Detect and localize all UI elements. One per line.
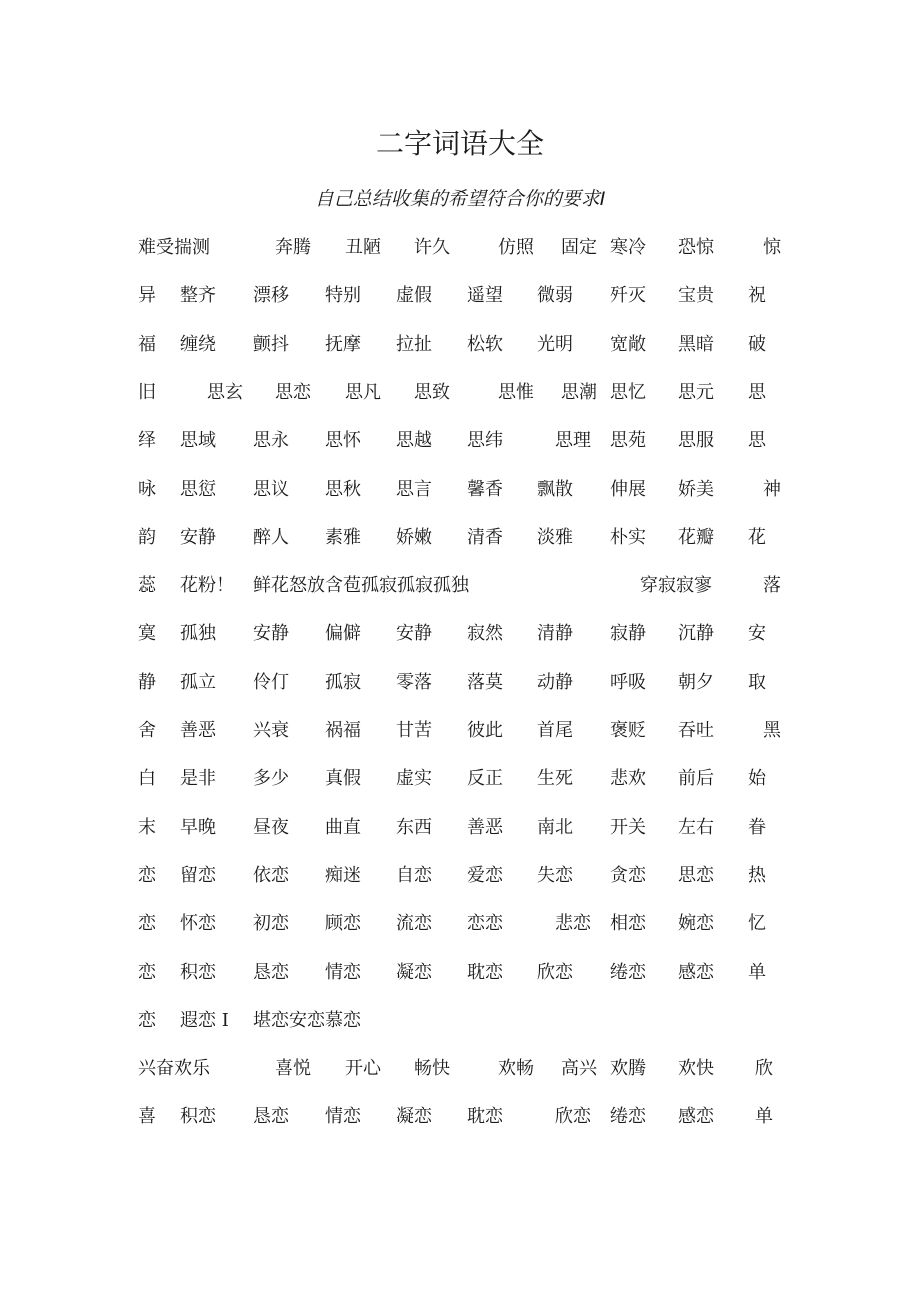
word-item: 馨香 [467,479,503,500]
word-item: 娇美 [678,479,714,500]
word-item: 思愆 [180,479,216,500]
word-item: 单 [755,1106,773,1127]
word-item: 宽敞 [610,334,646,355]
document-subtitle: 自己总结收集的希望符合你的要求I [314,188,606,210]
word-line [0,233,920,263]
word-item: 相恋 [610,913,646,934]
word-item: 思元 [678,382,714,403]
word-line [0,378,920,408]
word-item: 花 [748,527,766,548]
word-item: 整齐 [180,285,216,306]
word-item: 高兴 [561,1058,597,1079]
word-item: 寂静 [610,623,646,644]
word-item: 思 [748,430,766,451]
word-item: 仿照 [498,237,534,258]
word-item: 多少 [253,768,289,789]
word-item: 畅快 [414,1058,450,1079]
word-item: 绻恋 [610,962,646,983]
word-item: 思 [748,382,766,403]
word-item: 漂移 [253,285,289,306]
word-item: 喜 [138,1106,156,1127]
word-item: 耽恋 [467,1106,503,1127]
word-item: 鲜花怒放含苞孤寂孤寂孤独 [253,575,469,596]
word-item: 褒贬 [610,720,646,741]
word-item: 抚摩 [325,334,361,355]
word-item: 思理 [555,430,591,451]
word-item: 思服 [678,430,714,451]
word-item: 松软 [467,334,503,355]
word-item: 始 [748,768,766,789]
word-item: 反正 [467,768,503,789]
word-item: 欢快 [678,1058,714,1079]
word-item: 思恋 [678,865,714,886]
word-item: 南北 [537,817,573,838]
word-item: 思惟 [498,382,534,403]
word-item: 拉扯 [396,334,432,355]
word-item: 沉静 [678,623,714,644]
word-item: 难受揣测 [138,237,210,258]
word-line [0,764,920,794]
word-item: 思永 [253,430,289,451]
word-item: 福 [138,334,156,355]
word-item: 流恋 [396,913,432,934]
word-item: 思议 [253,479,289,500]
word-item: 思纬 [467,430,503,451]
document-title: 二字词语大全 [375,127,544,160]
word-item: 伶仃 [253,672,289,693]
word-item: 韵 [138,527,156,548]
word-item: 遥望 [467,285,503,306]
word-item: 朴实 [610,527,646,548]
word-item: 忆 [748,913,766,934]
word-item: 神 [763,479,781,500]
word-item: 孤立 [180,672,216,693]
word-item: 绎 [138,430,156,451]
word-item: 欣恋 [537,962,573,983]
word-item: 宝贵 [678,285,714,306]
word-item: 遐恋 I [180,1010,229,1031]
word-item: 零落 [396,672,432,693]
word-item: 缠绕 [180,334,216,355]
word-item: 悲欢 [610,768,646,789]
word-item: 颤抖 [253,334,289,355]
word-item: 善恶 [467,817,503,838]
word-item: 怀恋 [180,913,216,934]
word-item: 痴迷 [325,865,361,886]
word-item: 寂然 [467,623,503,644]
word-line [0,909,920,939]
word-item: 思致 [414,382,450,403]
word-item: 恳恋 [253,1106,289,1127]
word-item: 寒冷 [610,237,646,258]
word-line [0,475,920,505]
word-line [0,861,920,891]
word-item: 黑 [763,720,781,741]
word-line [0,426,920,456]
word-item: 异 [138,285,156,306]
word-item: 丑陋 [345,237,381,258]
word-item: 思玄 [207,382,243,403]
word-item: 固定 [561,237,597,258]
word-item: 凝恋 [396,1106,432,1127]
word-item: 热 [748,865,766,886]
word-item: 虚实 [396,768,432,789]
word-item: 思秋 [325,479,361,500]
word-item: 兴衰 [253,720,289,741]
word-item: 蕊 [138,575,156,596]
word-line [0,813,920,843]
word-item: 花粉！ [180,575,234,596]
word-line [0,281,920,311]
word-item: 黑暗 [678,334,714,355]
word-line [0,668,920,698]
word-item: 欢畅 [498,1058,534,1079]
word-item: 初恋 [253,913,289,934]
word-item: 吞吐 [678,720,714,741]
word-item: 喜悦 [275,1058,311,1079]
word-item: 恳恋 [253,962,289,983]
word-item: 思言 [396,479,432,500]
word-item: 旧 [138,382,156,403]
word-item: 曲直 [325,817,361,838]
word-item: 奔腾 [275,237,311,258]
word-item: 破 [748,334,766,355]
word-item: 静 [138,672,156,693]
word-item: 贪恋 [610,865,646,886]
word-item: 感恋 [678,1106,714,1127]
word-item: 花瓣 [678,527,714,548]
word-item: 感恋 [678,962,714,983]
word-item: 安静 [180,527,216,548]
word-item: 素雅 [325,527,361,548]
word-item: 惊 [763,237,781,258]
word-item: 孤寂 [325,672,361,693]
word-item: 祸福 [325,720,361,741]
word-item: 孤独 [180,623,216,644]
word-item: 安静 [253,623,289,644]
word-item: 思凡 [345,382,381,403]
word-item: 情恋 [325,962,361,983]
word-item: 醉人 [253,527,289,548]
word-item: 兴奋欢乐 [138,1058,210,1079]
word-item: 虚假 [396,285,432,306]
word-item: 欣 [755,1058,773,1079]
word-item: 思域 [180,430,216,451]
word-line [0,1102,920,1132]
word-item: 安 [748,623,766,644]
word-item: 悲恋 [555,913,591,934]
word-item: 落莫 [467,672,503,693]
word-item: 思怀 [325,430,361,451]
word-item: 开心 [345,1058,381,1079]
word-item: 开关 [610,817,646,838]
word-item: 彼此 [467,720,503,741]
word-item: 清香 [467,527,503,548]
word-item: 许久 [414,237,450,258]
word-item: 朝夕 [678,672,714,693]
word-line [0,619,920,649]
word-line [0,1006,920,1036]
word-item: 早晚 [180,817,216,838]
word-item: 昼夜 [253,817,289,838]
word-item: 欢腾 [610,1058,646,1079]
word-item: 单 [748,962,766,983]
word-item: 堪恋安恋慕恋 [253,1010,361,1031]
word-item: 呼吸 [610,672,646,693]
word-item: 清静 [537,623,573,644]
word-item: 甘苦 [396,720,432,741]
word-line [0,571,920,601]
word-item: 取 [748,672,766,693]
word-item: 穿寂寂寥 [640,575,712,596]
word-item: 祝 [748,285,766,306]
word-item: 伸展 [610,479,646,500]
word-item: 自恋 [396,865,432,886]
word-item: 留恋 [180,865,216,886]
word-item: 光明 [537,334,573,355]
word-item: 恋 [138,962,156,983]
word-line [0,523,920,553]
word-item: 舍 [138,720,156,741]
word-item: 落 [763,575,781,596]
word-item: 歼灭 [610,285,646,306]
word-item: 情恋 [325,1106,361,1127]
word-line [0,716,920,746]
word-item: 咏 [138,479,156,500]
word-item: 娇嫩 [396,527,432,548]
word-item: 前后 [678,768,714,789]
word-item: 恐惊 [678,237,714,258]
word-item: 依恋 [253,865,289,886]
word-item: 欣恋 [555,1106,591,1127]
word-item: 思越 [396,430,432,451]
word-item: 飘散 [537,479,573,500]
word-item: 恋 [138,1010,156,1031]
word-line [0,1054,920,1084]
word-item: 东西 [396,817,432,838]
word-item: 首尾 [537,720,573,741]
word-item: 绻恋 [610,1106,646,1127]
word-item: 安静 [396,623,432,644]
word-item: 动静 [537,672,573,693]
word-item: 积恋 [180,1106,216,1127]
word-item: 爱恋 [467,865,503,886]
word-item: 凝恋 [396,962,432,983]
word-item: 偏僻 [325,623,361,644]
word-item: 恋 [138,865,156,886]
word-item: 思忆 [610,382,646,403]
word-item: 白 [138,768,156,789]
word-item: 末 [138,817,156,838]
word-item: 失恋 [537,865,573,886]
word-item: 是非 [180,768,216,789]
word-item: 生死 [537,768,573,789]
word-item: 耽恋 [467,962,503,983]
word-item: 思潮 [561,382,597,403]
word-item: 思恋 [275,382,311,403]
word-item: 顾恋 [325,913,361,934]
word-item: 真假 [325,768,361,789]
word-item: 积恋 [180,962,216,983]
word-item: 婉恋 [678,913,714,934]
word-item: 恋 [138,913,156,934]
word-item: 特别 [325,285,361,306]
word-item: 善恶 [180,720,216,741]
word-item: 寞 [138,623,156,644]
word-line [0,330,920,360]
word-item: 淡雅 [537,527,573,548]
word-line [0,958,920,988]
word-item: 恋恋 [467,913,503,934]
word-item: 左右 [678,817,714,838]
word-item: 微弱 [537,285,573,306]
word-item: 思苑 [610,430,646,451]
word-item: 眷 [748,817,766,838]
